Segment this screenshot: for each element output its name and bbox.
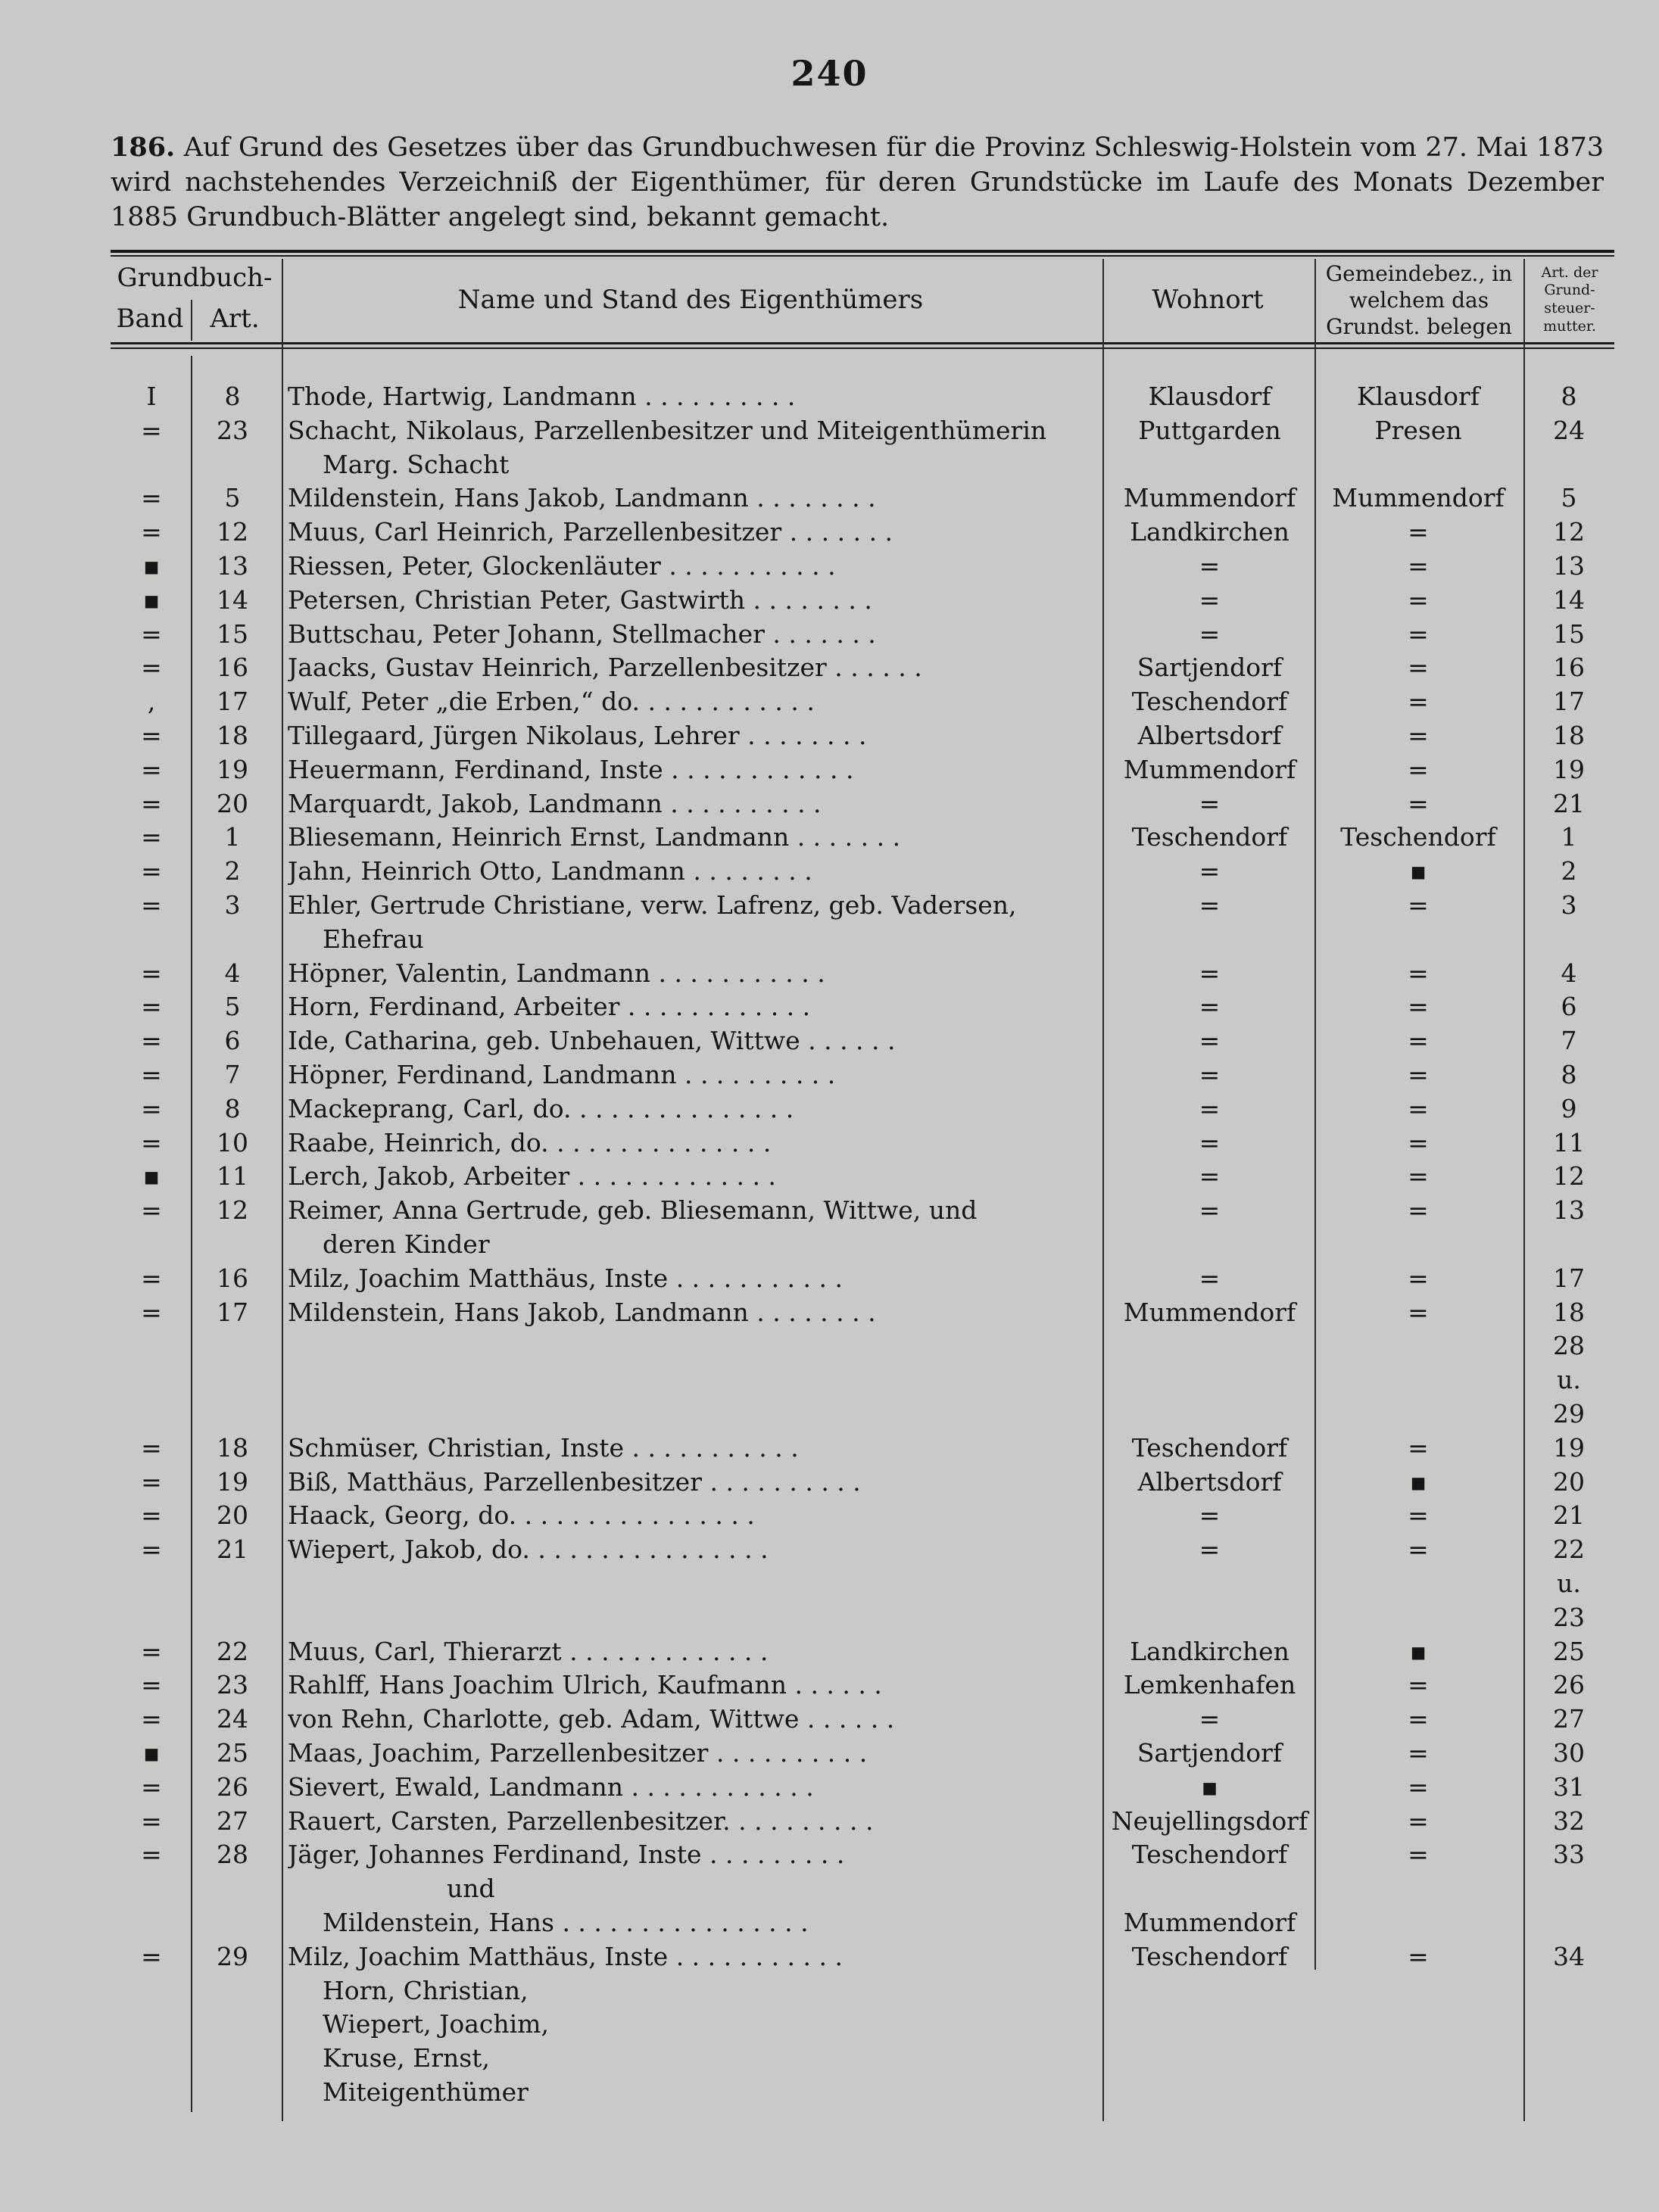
table-row — [0, 1397, 1659, 1431]
band-cell: = — [141, 1432, 162, 1463]
gemeinde-cell: = — [1408, 1060, 1429, 1089]
steuer-cell: 25 — [1553, 1636, 1585, 1666]
art-cell: 3 — [224, 890, 241, 920]
gemeinde-cell: = — [1408, 1297, 1429, 1327]
steuer-cell: u. — [1557, 1569, 1581, 1598]
wohnort-cell: Albertsdorf — [1137, 1466, 1282, 1497]
band-cell: = — [141, 1771, 162, 1802]
table-row — [0, 957, 1659, 990]
art-cell: 23 — [217, 415, 248, 445]
name-cell: und — [447, 1874, 495, 1904]
art-cell: 24 — [217, 1704, 248, 1734]
header-band: Band — [116, 303, 184, 334]
wohnort-cell: Teschendorf — [1131, 1941, 1288, 1971]
table-row — [0, 414, 1659, 447]
steuer-cell: 19 — [1553, 1432, 1585, 1463]
wohnort-cell: = — [1199, 788, 1221, 818]
art-cell: 12 — [217, 1195, 248, 1226]
wohnort-cell: = — [1199, 992, 1221, 1022]
name-cell: Sievert, Ewald, Landmann . . . . . . . . . . . . — [288, 1771, 814, 1802]
header-art: Art. — [210, 303, 260, 334]
steuer-cell: 7 — [1561, 1026, 1577, 1056]
table-row — [0, 1126, 1659, 1160]
art-cell: 16 — [217, 1263, 248, 1293]
name-cell: Marquardt, Jakob, Landmann . . . . . . . . . . — [288, 788, 822, 818]
band-cell: = — [141, 1840, 162, 1870]
table-row — [0, 2042, 1659, 2075]
art-cell: 8 — [224, 1093, 241, 1123]
wohnort-cell: Lemkenhafen — [1123, 1670, 1296, 1700]
steuer-cell: 11 — [1553, 1127, 1585, 1157]
steuer-cell: 8 — [1561, 1060, 1577, 1089]
table-row — [0, 923, 1659, 956]
name-cell: Schmüser, Christian, Inste . . . . . . . . . . . — [288, 1432, 799, 1463]
steuer-cell: 8 — [1561, 382, 1577, 411]
name-cell: Kruse, Ernst, — [323, 2043, 490, 2073]
table-row — [0, 1805, 1659, 1838]
name-cell: Muus, Carl, Thierarzt . . . . . . . . . . . . . — [288, 1636, 769, 1666]
art-cell: 5 — [224, 992, 241, 1022]
art-cell: 19 — [217, 1466, 248, 1497]
band-cell: = — [141, 1093, 162, 1123]
table-row — [0, 1906, 1659, 1939]
table-row — [0, 1329, 1659, 1363]
band-cell: = — [141, 1636, 162, 1666]
name-cell: Ehefrau — [323, 924, 424, 954]
steuer-cell: 13 — [1553, 1195, 1585, 1226]
wohnort-cell: = — [1199, 856, 1221, 886]
steuer-cell: 15 — [1553, 618, 1585, 649]
name-cell: Maas, Joachim, Parzellenbesitzer . . . . . . . . . . — [288, 1738, 868, 1768]
art-cell: 12 — [217, 517, 248, 547]
wohnort-cell: Mummendorf — [1123, 1297, 1296, 1327]
table-row — [0, 2008, 1659, 2041]
table-row — [0, 1533, 1659, 1566]
steuer-cell: 22 — [1553, 1534, 1585, 1565]
table-row — [0, 889, 1659, 922]
wohnort-cell: = — [1199, 1534, 1221, 1565]
art-cell: 26 — [217, 1771, 248, 1802]
steuer-cell: 14 — [1553, 584, 1585, 615]
header-grundbuch: Grundbuch- — [117, 262, 273, 293]
band-cell: = — [141, 1670, 162, 1700]
table-row — [0, 1499, 1659, 1532]
band-cell: = — [141, 1534, 162, 1565]
art-cell: 21 — [217, 1534, 248, 1565]
art-cell: 18 — [217, 1432, 248, 1463]
table-row — [0, 1228, 1659, 1261]
name-cell: Raabe, Heinrich, do. . . . . . . . . . . . . . . — [288, 1127, 772, 1157]
gemeinde-cell: = — [1408, 721, 1429, 750]
table-row — [0, 651, 1659, 684]
band-cell: = — [141, 1941, 162, 1971]
steuer-cell: 4 — [1561, 958, 1577, 988]
table-row — [0, 1194, 1659, 1227]
name-cell: Jahn, Heinrich Otto, Landmann . . . . . . . . — [288, 856, 812, 886]
band-cell: , — [147, 687, 156, 717]
name-cell: Jaacks, Gustav Heinrich, Parzellenbesitzer . . . . . . — [288, 653, 922, 683]
gemeinde-cell: = — [1408, 1771, 1429, 1802]
table-row — [0, 1058, 1659, 1092]
steuer-cell: 26 — [1553, 1670, 1585, 1700]
table-row — [0, 2076, 1659, 2109]
band-cell: ▪ — [142, 584, 161, 615]
wohnort-cell: Teschendorf — [1131, 687, 1288, 717]
band-cell: = — [141, 1297, 162, 1327]
name-cell: Rauert, Carsten, Parzellenbesitzer. . . . . . . . . . — [288, 1805, 874, 1836]
header-name: Name und Stand des Eigenthümers — [457, 284, 924, 315]
band-cell: = — [141, 1195, 162, 1226]
header-steuer: Art. der Grund-steuer-mutter. — [1541, 263, 1598, 335]
art-cell: 8 — [224, 382, 241, 411]
gemeinde-cell: = — [1408, 1263, 1429, 1293]
name-cell: deren Kinder — [323, 1229, 490, 1259]
gemeinde-cell: = — [1408, 1941, 1429, 1971]
art-cell: 17 — [217, 1297, 248, 1327]
gemeinde-cell: = — [1408, 1093, 1429, 1123]
wohnort-cell: = — [1199, 1500, 1221, 1531]
gemeinde-cell: ▪ — [1409, 1466, 1427, 1497]
art-cell: 15 — [217, 618, 248, 649]
table-row — [0, 1771, 1659, 1804]
band-cell: = — [141, 856, 162, 886]
name-cell: Mildenstein, Hans Jakob, Landmann . . . . . . . . — [288, 483, 876, 513]
band-cell: = — [141, 890, 162, 920]
gemeinde-cell: = — [1408, 992, 1429, 1022]
steuer-cell: 21 — [1553, 788, 1585, 818]
steuer-cell: u. — [1557, 1365, 1581, 1395]
table-row — [0, 1872, 1659, 1905]
gemeinde-cell: = — [1408, 1738, 1429, 1768]
name-cell: von Rehn, Charlotte, geb. Adam, Wittwe . . . . . . — [288, 1704, 895, 1734]
steuer-cell: 28 — [1553, 1331, 1585, 1361]
band-cell: I — [146, 382, 157, 411]
name-cell: Bliesemann, Heinrich Ernst, Landmann . . . . . . . — [288, 822, 901, 852]
table-row — [0, 1635, 1659, 1668]
band-cell: = — [141, 618, 162, 649]
wohnort-cell: = — [1199, 1060, 1221, 1089]
name-cell: Wulf, Peter „die Erben,“ do. . . . . . . . . . . . — [288, 687, 815, 717]
table-row — [0, 1703, 1659, 1736]
name-cell: Milz, Joachim Matthäus, Inste . . . . . . . . . . . — [288, 1263, 843, 1293]
steuer-cell: 16 — [1553, 653, 1585, 683]
band-cell: = — [141, 1026, 162, 1056]
table-row — [0, 990, 1659, 1023]
art-cell: 16 — [217, 653, 248, 683]
art-cell: 25 — [217, 1738, 248, 1768]
name-cell: Wiepert, Jakob, do. . . . . . . . . . . . . . . . — [288, 1534, 769, 1565]
gemeinde-cell: Teschendorf — [1340, 822, 1496, 852]
table-row — [0, 618, 1659, 651]
table-row — [0, 380, 1659, 413]
wohnort-cell: Klausdorf — [1148, 382, 1271, 411]
steuer-cell: 21 — [1553, 1500, 1585, 1531]
steuer-cell: 17 — [1553, 687, 1585, 717]
wohnort-cell: = — [1199, 1195, 1221, 1226]
steuer-cell: 12 — [1553, 517, 1585, 547]
table-row — [0, 550, 1659, 583]
table-row — [0, 1601, 1659, 1634]
steuer-cell: 17 — [1553, 1263, 1585, 1293]
name-cell: Muus, Carl Heinrich, Parzellenbesitzer . . . . . . . — [288, 517, 893, 547]
steuer-cell: 12 — [1553, 1161, 1585, 1192]
art-cell: 11 — [217, 1161, 248, 1192]
table-row — [0, 1092, 1659, 1126]
steuer-cell: 24 — [1553, 415, 1585, 445]
steuer-cell: 29 — [1553, 1399, 1585, 1428]
gemeinde-cell: = — [1408, 1500, 1429, 1531]
name-cell: Jäger, Johannes Ferdinand, Inste . . . . . . . . . — [288, 1840, 845, 1870]
art-cell: 17 — [217, 687, 248, 717]
table-row — [0, 1974, 1659, 2008]
notice-text: Auf Grund des Gesetzes über das Grundbuchwesen für die Provinz Schleswig-Holstein vom 27. Mai 1873 wird nachstehendes Verzeichniß der Eigenthümer, für deren Grundstücke im Laufe des Monats Dezember 1885 Grundbuch-Blätter angelegt sind, bekannt gemacht. — [111, 132, 1604, 232]
gemeinde-cell: = — [1408, 618, 1429, 649]
art-cell: 27 — [217, 1805, 248, 1836]
band-cell: = — [141, 415, 162, 445]
steuer-cell: 27 — [1553, 1704, 1585, 1734]
steuer-cell: 3 — [1561, 890, 1577, 920]
wohnort-cell: Albertsdorf — [1137, 721, 1282, 750]
gemeinde-cell: = — [1408, 890, 1429, 920]
table-row — [0, 1567, 1659, 1600]
art-cell: 6 — [224, 1026, 241, 1056]
table-row — [0, 1160, 1659, 1193]
wohnort-cell: = — [1199, 1026, 1221, 1056]
gemeinde-cell: Mummendorf — [1332, 483, 1505, 513]
name-cell: Ehler, Gertrude Christiane, verw. Lafrenz, geb. Vadersen, — [288, 890, 1017, 920]
wohnort-cell: Sartjendorf — [1137, 1738, 1283, 1768]
gemeinde-cell: = — [1408, 1805, 1429, 1836]
band-cell: = — [141, 1263, 162, 1293]
wohnort-cell: = — [1199, 958, 1221, 988]
art-cell: 29 — [217, 1941, 248, 1971]
wohnort-cell: Landkirchen — [1130, 1636, 1289, 1666]
art-cell: 20 — [217, 788, 248, 818]
band-cell: = — [141, 653, 162, 683]
name-cell: Heuermann, Ferdinand, Inste . . . . . . . . . . . . — [288, 754, 854, 784]
art-cell: 18 — [217, 721, 248, 750]
art-cell: 1 — [224, 822, 241, 852]
band-cell: ▪ — [142, 1738, 161, 1768]
gemeinde-cell: = — [1408, 1704, 1429, 1734]
table-row — [0, 584, 1659, 617]
steuer-cell: 19 — [1553, 754, 1585, 784]
wohnort-cell: Teschendorf — [1131, 822, 1288, 852]
name-cell: Marg. Schacht — [323, 449, 510, 479]
name-cell: Thode, Hartwig, Landmann . . . . . . . . . . — [288, 382, 796, 411]
table-row — [0, 1262, 1659, 1295]
wohnort-cell: = — [1199, 890, 1221, 920]
gemeinde-cell: = — [1408, 1161, 1429, 1192]
table-row — [0, 1737, 1659, 1770]
name-cell: Mildenstein, Hans . . . . . . . . . . . . . . . . — [323, 1908, 809, 1937]
art-cell: 13 — [217, 551, 248, 581]
name-cell: Rahlff, Hans Joachim Ulrich, Kaufmann . . . . . . — [288, 1670, 882, 1700]
table-row — [0, 448, 1659, 481]
name-cell: Miteigenthümer — [323, 2077, 529, 2107]
gemeinde-cell: = — [1408, 1026, 1429, 1056]
gemeinde-cell: ▪ — [1409, 1636, 1427, 1666]
name-cell: Riessen, Peter, Glockenläuter . . . . . . . . . . . — [288, 551, 836, 581]
gemeinde-cell: = — [1408, 788, 1429, 818]
name-cell: Tillegaard, Jürgen Nikolaus, Lehrer . . . . . . . . — [288, 721, 867, 750]
art-cell: 14 — [217, 584, 248, 615]
table-row — [0, 821, 1659, 854]
table-row — [0, 753, 1659, 787]
table-row — [0, 1466, 1659, 1499]
art-cell: 23 — [217, 1670, 248, 1700]
steuer-cell: 18 — [1553, 1297, 1585, 1327]
art-cell: 5 — [224, 483, 241, 513]
band-cell: = — [141, 517, 162, 547]
steuer-cell: 18 — [1553, 721, 1585, 750]
wohnort-cell: Teschendorf — [1131, 1432, 1288, 1463]
table-row — [0, 1363, 1659, 1397]
wohnort-cell: Mummendorf — [1123, 754, 1296, 784]
steuer-cell: 30 — [1553, 1738, 1585, 1768]
wohnort-cell: = — [1199, 1263, 1221, 1293]
gemeinde-cell: = — [1408, 1670, 1429, 1700]
art-cell: 20 — [217, 1500, 248, 1531]
art-cell: 19 — [217, 754, 248, 784]
name-cell: Lerch, Jakob, Arbeiter . . . . . . . . . . . . . — [288, 1161, 776, 1192]
wohnort-cell: Mummendorf — [1123, 1908, 1296, 1937]
steuer-cell: 6 — [1561, 992, 1577, 1022]
wohnort-cell: = — [1199, 1704, 1221, 1734]
wohnort-cell: Mummendorf — [1123, 483, 1296, 513]
band-cell: ▪ — [142, 551, 161, 581]
art-cell: 28 — [217, 1840, 248, 1870]
name-cell: Ide, Catharina, geb. Unbehauen, Wittwe . . . . . . — [288, 1026, 896, 1056]
band-cell: = — [141, 754, 162, 784]
table-row — [0, 685, 1659, 718]
gemeinde-cell: = — [1408, 551, 1429, 581]
steuer-cell: 5 — [1561, 483, 1577, 513]
table-row — [0, 1668, 1659, 1702]
name-cell: Buttschau, Peter Johann, Stellmacher . . . . . . . — [288, 618, 876, 649]
band-cell: = — [141, 1805, 162, 1836]
gemeinde-cell: Klausdorf — [1356, 382, 1480, 411]
wohnort-cell: = — [1199, 618, 1221, 649]
steuer-cell: 13 — [1553, 551, 1585, 581]
band-cell: = — [141, 483, 162, 513]
name-cell: Schacht, Nikolaus, Parzellenbesitzer und Miteigenthümerin — [288, 415, 1047, 445]
gemeinde-cell: = — [1408, 1432, 1429, 1463]
name-cell: Biß, Matthäus, Parzellenbesitzer . . . . . . . . . . — [288, 1466, 861, 1497]
band-cell: = — [141, 1704, 162, 1734]
band-cell: = — [141, 1466, 162, 1497]
name-cell: Horn, Ferdinand, Arbeiter . . . . . . . . . . . . — [288, 992, 811, 1022]
gemeinde-cell: = — [1408, 1534, 1429, 1565]
steuer-cell: 31 — [1553, 1771, 1585, 1802]
wohnort-cell: = — [1199, 584, 1221, 615]
header-gemeinde: Gemeindebez., in welchem das Grundst. belegen — [1325, 260, 1513, 339]
table-row — [0, 1296, 1659, 1329]
steuer-cell: 32 — [1553, 1805, 1585, 1836]
name-cell: Höpner, Valentin, Landmann . . . . . . . . . . . — [288, 958, 825, 988]
gemeinde-cell: = — [1408, 754, 1429, 784]
name-cell: Höpner, Ferdinand, Landmann . . . . . . . . . . — [288, 1060, 836, 1089]
band-cell: = — [141, 721, 162, 750]
wohnort-cell: Teschendorf — [1131, 1840, 1288, 1870]
wohnort-cell: Neujellingsdorf — [1111, 1805, 1308, 1836]
band-cell: = — [141, 992, 162, 1022]
steuer-cell: 9 — [1561, 1093, 1577, 1123]
band-cell: = — [141, 788, 162, 818]
gemeinde-cell: = — [1408, 653, 1429, 683]
art-cell: 7 — [224, 1060, 241, 1089]
steuer-cell: 34 — [1553, 1941, 1585, 1971]
notice-number: 186. — [111, 132, 176, 163]
band-cell: ▪ — [142, 1161, 161, 1192]
art-cell: 22 — [217, 1636, 248, 1666]
table-row — [0, 1838, 1659, 1871]
steuer-cell: 20 — [1553, 1466, 1585, 1497]
band-cell: = — [141, 822, 162, 852]
gemeinde-cell: = — [1408, 1840, 1429, 1870]
gemeinde-cell: = — [1408, 1127, 1429, 1157]
table-row — [0, 481, 1659, 515]
name-cell: Mackeprang, Carl, do. . . . . . . . . . . . . . . — [288, 1093, 794, 1123]
name-cell: Horn, Christian, — [323, 1975, 529, 2005]
gemeinde-cell: = — [1408, 687, 1429, 717]
gemeinde-cell: = — [1408, 517, 1429, 547]
name-cell: Reimer, Anna Gertrude, geb. Bliesemann, Wittwe, und — [288, 1195, 978, 1226]
art-cell: 2 — [224, 856, 241, 886]
wohnort-cell: = — [1199, 1161, 1221, 1192]
gemeinde-cell: = — [1408, 1195, 1429, 1226]
steuer-cell: 23 — [1553, 1602, 1585, 1632]
band-cell: = — [141, 1060, 162, 1089]
wohnort-cell: = — [1199, 551, 1221, 581]
gemeinde-cell: ▪ — [1409, 856, 1427, 886]
name-cell: Petersen, Christian Peter, Gastwirth . . . . . . . . — [288, 584, 872, 615]
band-cell: = — [141, 1500, 162, 1531]
gemeinde-cell: = — [1408, 958, 1429, 988]
table-row — [0, 787, 1659, 821]
table-row — [0, 516, 1659, 549]
wohnort-cell: ▪ — [1201, 1771, 1218, 1802]
steuer-cell: 1 — [1561, 822, 1577, 852]
page-number: 240 — [791, 53, 868, 94]
wohnort-cell: = — [1199, 1127, 1221, 1157]
table-row — [0, 719, 1659, 752]
table-row — [0, 1432, 1659, 1465]
wohnort-cell: Landkirchen — [1130, 517, 1289, 547]
name-cell: Milz, Joachim Matthäus, Inste . . . . . . . . . . . — [288, 1941, 843, 1971]
table-row — [0, 1024, 1659, 1058]
steuer-cell: 33 — [1553, 1840, 1585, 1870]
wohnort-cell: = — [1199, 1093, 1221, 1123]
art-cell: 4 — [224, 958, 241, 988]
gemeinde-cell: = — [1408, 584, 1429, 615]
table-row — [0, 1940, 1659, 1974]
band-cell: = — [141, 958, 162, 988]
name-cell: Haack, Georg, do. . . . . . . . . . . . . . . . — [288, 1500, 755, 1531]
table-row — [0, 855, 1659, 888]
gemeinde-cell: Presen — [1374, 415, 1462, 445]
band-cell: = — [141, 1127, 162, 1157]
art-cell: 10 — [217, 1127, 248, 1157]
steuer-cell: 2 — [1561, 856, 1577, 886]
name-cell: Mildenstein, Hans Jakob, Landmann . . . . . . . . — [288, 1297, 876, 1327]
header-wohnort: Wohnort — [1152, 284, 1264, 315]
name-cell: Wiepert, Joachim, — [323, 2009, 549, 2039]
wohnort-cell: Puttgarden — [1138, 415, 1281, 445]
wohnort-cell: Sartjendorf — [1137, 653, 1283, 683]
